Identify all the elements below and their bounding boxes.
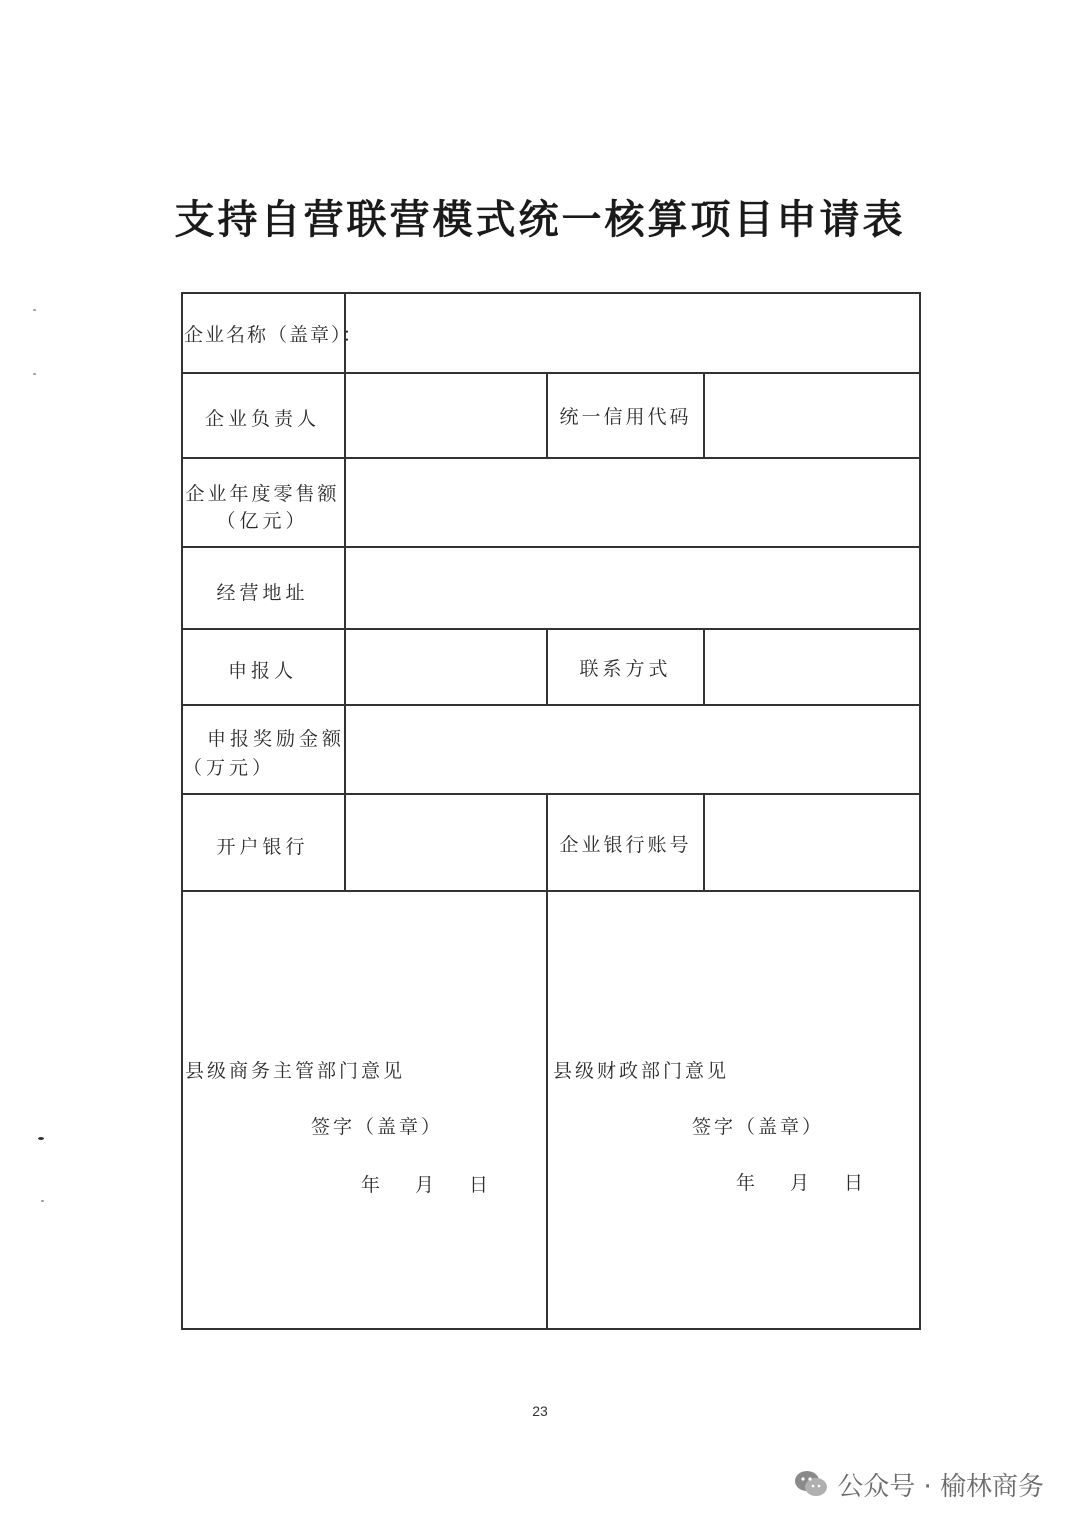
row-divider — [181, 628, 921, 630]
row-divider — [181, 546, 921, 548]
table-border-left — [181, 292, 183, 1330]
credit-code-label: 统一信用代码 — [559, 406, 692, 428]
watermark-text: 公众号 · 榆林商务 — [837, 1471, 1044, 1502]
finance-date-label: 年 月 日 — [736, 1172, 872, 1194]
annual-retail-unit-label: （亿元） — [216, 510, 309, 532]
row-divider — [181, 704, 921, 706]
table-border-bottom — [181, 1328, 921, 1330]
scan-speck — [33, 373, 36, 375]
scan-speck — [33, 309, 36, 311]
reward-amount-label: 申报奖励金额 — [207, 728, 346, 750]
commerce-sign-label: 签字（盖章） — [311, 1116, 444, 1138]
row-divider — [181, 890, 921, 892]
row-divider — [181, 457, 921, 459]
table-border-top — [181, 292, 921, 294]
application-form-table — [181, 292, 921, 1330]
bank-account-label: 企业银行账号 — [559, 834, 692, 856]
reward-amount-unit-label: （万元） — [183, 757, 276, 779]
mid-column-divider — [703, 372, 705, 459]
row-divider — [181, 372, 921, 374]
bank-label: 开户银行 — [216, 836, 309, 858]
mid-column-divider — [703, 628, 705, 706]
business-address-label: 经营地址 — [216, 582, 309, 604]
annual-retail-label: 企业年度零售额 — [185, 483, 340, 505]
contact-label: 联系方式 — [579, 658, 672, 680]
document-title: 支持自营联营模式统一核算项目申请表 — [174, 196, 906, 243]
commerce-opinion-label: 县级商务主管部门意见 — [185, 1060, 406, 1082]
opinion-column-divider — [546, 890, 548, 1330]
finance-sign-label: 签字（盖章） — [692, 1116, 825, 1138]
wechat-icon — [793, 1469, 829, 1499]
applicant-label: 申报人 — [227, 660, 297, 682]
finance-opinion-label: 县级财政部门意见 — [553, 1060, 730, 1082]
company-head-label: 企业负责人 — [204, 408, 320, 430]
scan-speck — [41, 1200, 44, 1202]
page-number: 23 — [532, 1403, 548, 1419]
label-column-divider — [344, 292, 346, 892]
mid-column-divider — [703, 793, 705, 892]
scan-speck — [38, 1137, 44, 1140]
commerce-date-label: 年 月 日 — [361, 1174, 497, 1196]
watermark — [793, 1466, 1044, 1502]
row-divider — [181, 793, 921, 795]
table-border-right — [919, 292, 921, 1330]
company-name-label: 企业名称（盖章）： — [184, 324, 364, 346]
